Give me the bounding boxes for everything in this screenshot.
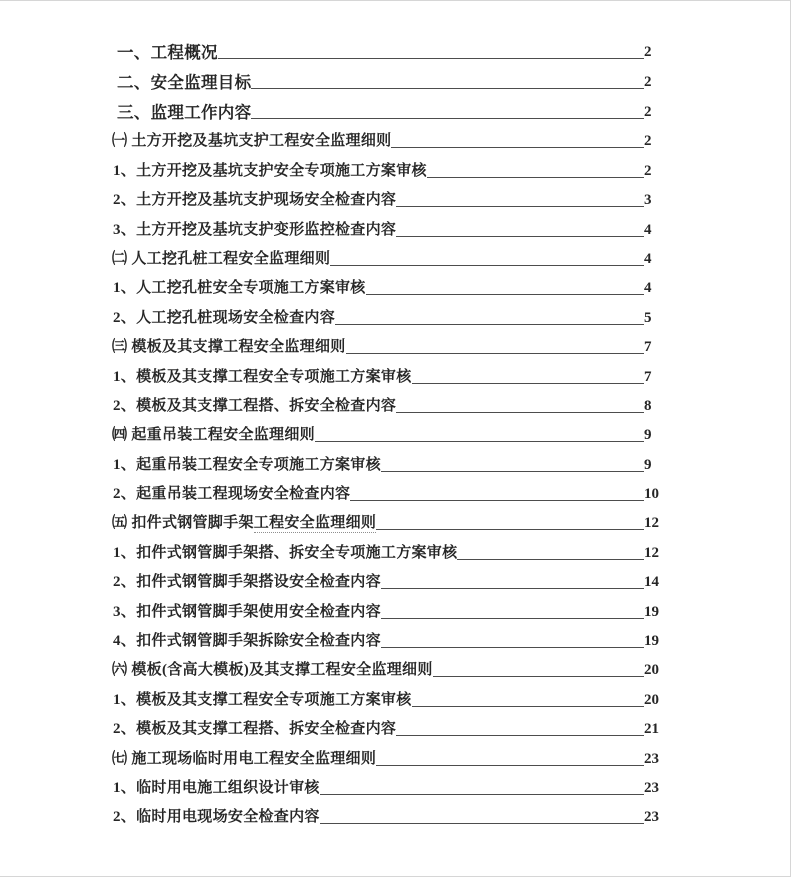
toc-page-number: 9 <box>644 427 652 444</box>
toc-page-number: 5 <box>644 309 652 326</box>
toc-leader-line <box>218 58 644 59</box>
toc-entry-text: 2、起重吊装工程现场安全检查内容 <box>113 486 351 503</box>
toc-page-number: 14 <box>644 574 659 591</box>
toc-entry[interactable] <box>0 299 790 328</box>
toc-page-number: 4 <box>644 250 652 267</box>
toc-entry[interactable] <box>0 182 790 211</box>
toc-entry-title <box>112 133 391 152</box>
toc-entry-title <box>113 163 427 182</box>
toc-leader-line <box>251 118 644 119</box>
toc-leader-line <box>346 353 644 354</box>
toc-entry-text: 2、土方开挖及基坑支护现场安全检查内容 <box>113 192 397 209</box>
toc-leader-line <box>396 236 644 237</box>
toc-entry-title <box>113 809 320 828</box>
toc-entry-title <box>113 574 381 593</box>
toc-entry[interactable] <box>0 123 790 152</box>
toc-entry-text: 1、扣件式钢管脚手架搭、拆安全专项施工方案审核 <box>113 544 458 561</box>
toc-entry-text: 1、土方开挖及基坑支护安全专项施工方案审核 <box>113 162 427 179</box>
toc-page-number: 2 <box>644 44 652 60</box>
toc-entry-text: 2、人工挖孔桩现场安全检查内容 <box>113 309 336 326</box>
toc-page-number: 4 <box>644 280 652 297</box>
toc-page-number: 23 <box>644 779 659 796</box>
toc-entry-title <box>117 74 251 93</box>
toc-entry-text: 1、起重吊装工程安全专项施工方案审核 <box>113 456 381 473</box>
toc-entry[interactable] <box>0 93 790 123</box>
toc-page-number: 20 <box>644 691 659 708</box>
toc-entry-title <box>113 457 381 476</box>
toc-entry-title <box>113 192 396 211</box>
toc-page-number: 2 <box>644 74 652 90</box>
toc-page-number: 12 <box>644 515 659 532</box>
toc-entry-text: ㈤ 扣件式钢管脚手架 <box>112 515 254 532</box>
toc-entry-text: 1、模板及其支撑工程安全专项施工方案审核 <box>113 691 412 708</box>
toc-leader-line <box>320 823 644 824</box>
toc-entry[interactable] <box>0 593 790 622</box>
toc-page-number: 2 <box>644 104 652 120</box>
toc-entry[interactable] <box>0 152 790 181</box>
toc-entry-title <box>113 280 366 299</box>
toc-page-number: 2 <box>644 162 652 179</box>
toc-entry[interactable] <box>0 33 790 63</box>
toc-entry-text: ㈥ 模板(含高大模板)及其支撑工程安全监理细则 <box>112 662 433 679</box>
toc-entry-text: 1、人工挖孔桩安全专项施工方案审核 <box>113 280 366 297</box>
toc-page-number: 9 <box>644 456 652 473</box>
toc-entry-title <box>117 104 251 123</box>
toc-entry-text: ㈢ 模板及其支撑工程安全监理细则 <box>112 339 346 356</box>
toc-leader-line <box>381 471 644 472</box>
toc-page-number: 7 <box>644 368 652 385</box>
toc-entry-title <box>113 633 381 652</box>
toc-entry-text: 一、工程概况 <box>117 43 218 62</box>
toc-leader-line <box>381 618 644 619</box>
toc-entry[interactable] <box>0 329 790 358</box>
toc-entry-title <box>112 751 376 770</box>
toc-entry[interactable] <box>0 505 790 534</box>
toc-entry-text: 2、模板及其支撑工程搭、拆安全检查内容 <box>113 721 397 738</box>
toc-leader-line <box>396 206 644 207</box>
toc-entry-title <box>113 222 396 241</box>
toc-leader-line <box>376 765 644 766</box>
toc-entry-title <box>113 721 396 740</box>
toc-entry-text: 三、监理工作内容 <box>117 103 252 122</box>
toc-entry-title <box>113 692 412 711</box>
toc-page-number: 8 <box>644 397 652 414</box>
toc-entry[interactable] <box>0 446 790 475</box>
toc-page-number: 3 <box>644 192 652 209</box>
toc-entry-title <box>117 44 218 63</box>
toc-entry-text: ㈡ 人工挖孔桩工程安全监理细则 <box>112 250 331 267</box>
toc-leader-line <box>315 441 644 442</box>
toc-leader-line <box>433 676 644 677</box>
toc-entry[interactable] <box>0 63 790 93</box>
toc-entry-title <box>113 780 320 799</box>
toc-entry-title <box>113 486 350 505</box>
toc-leader-line <box>381 588 644 589</box>
toc-entry[interactable] <box>0 241 790 270</box>
toc-leader-line <box>350 500 644 501</box>
toc-leader-line <box>376 529 644 530</box>
toc-page-number: 23 <box>644 809 659 826</box>
toc-leader-line <box>251 88 644 89</box>
toc-page-number: 10 <box>644 486 659 503</box>
toc-entry[interactable] <box>0 799 790 828</box>
toc-page-number: 19 <box>644 633 659 650</box>
toc-entry-text-dotted-underline: 工程安全监理细则 <box>253 515 377 532</box>
toc-entry[interactable] <box>0 711 790 740</box>
toc-entry[interactable] <box>0 623 790 652</box>
toc-entry-title <box>112 251 330 270</box>
toc-entry-title <box>112 662 433 681</box>
toc-page-number: 23 <box>644 750 659 767</box>
toc-leader-line <box>412 706 644 707</box>
toc-entry-text: ㈠ 土方开挖及基坑支护工程安全监理细则 <box>112 133 392 150</box>
toc-leader-line <box>396 735 644 736</box>
toc-leader-line <box>457 559 644 560</box>
toc-entry[interactable] <box>0 740 790 769</box>
toc-page-number: 7 <box>644 339 652 356</box>
toc-list <box>0 33 790 828</box>
toc-leader-line <box>427 177 644 178</box>
toc-page-number: 19 <box>644 603 659 620</box>
toc-leader-line <box>381 647 644 648</box>
toc-page-number: 12 <box>644 544 659 561</box>
toc-leader-line <box>330 265 644 266</box>
toc-entry-text: ㈣ 起重吊装工程安全监理细则 <box>112 427 315 444</box>
toc-entry-title <box>113 545 457 564</box>
toc-entry-text: 2、模板及其支撑工程搭、拆安全检查内容 <box>113 397 397 414</box>
toc-entry-title <box>113 310 335 329</box>
toc-page-number: 4 <box>644 221 652 238</box>
toc-entry[interactable] <box>0 211 790 240</box>
toc-leader-line <box>335 324 644 325</box>
toc-leader-line <box>396 412 644 413</box>
toc-leader-line <box>391 147 644 148</box>
toc-entry[interactable] <box>0 270 790 299</box>
toc-entry-text: 3、土方开挖及基坑支护变形监控检查内容 <box>113 221 397 238</box>
toc-entry-title <box>112 515 376 534</box>
toc-entry[interactable] <box>0 417 790 446</box>
toc-entry[interactable] <box>0 534 790 563</box>
toc-entry-title <box>113 398 396 417</box>
toc-entry-title <box>112 339 346 358</box>
toc-entry-text: ㈦ 施工现场临时用电工程安全监理细则 <box>112 750 377 767</box>
toc-leader-line <box>412 383 644 384</box>
toc-entry-title <box>113 369 412 388</box>
toc-entry-text: 2、扣件式钢管脚手架搭设安全检查内容 <box>113 574 381 591</box>
toc-entry[interactable] <box>0 388 790 417</box>
toc-entry-text: 2、临时用电现场安全检查内容 <box>113 809 320 826</box>
toc-entry[interactable] <box>0 564 790 593</box>
toc-entry-text: 二、安全监理目标 <box>117 73 252 92</box>
toc-entry-title <box>112 427 315 446</box>
toc-page-number: 21 <box>644 721 659 738</box>
toc-entry-text: 4、扣件式钢管脚手架拆除安全检查内容 <box>113 633 381 650</box>
toc-leader-line <box>366 294 644 295</box>
toc-entry[interactable] <box>0 476 790 505</box>
toc-entry-text: 1、临时用电施工组织设计审核 <box>113 779 320 796</box>
toc-entry[interactable] <box>0 770 790 799</box>
toc-entry-text: 3、扣件式钢管脚手架使用安全检查内容 <box>113 603 381 620</box>
toc-entry-text: 1、模板及其支撑工程安全专项施工方案审核 <box>113 368 412 385</box>
toc-entry[interactable] <box>0 681 790 710</box>
toc-entry[interactable] <box>0 358 790 387</box>
toc-entry-title <box>113 604 381 623</box>
toc-page-number: 2 <box>644 133 652 150</box>
toc-entry[interactable] <box>0 652 790 681</box>
toc-page-number: 20 <box>644 662 659 679</box>
toc-leader-line <box>320 794 644 795</box>
